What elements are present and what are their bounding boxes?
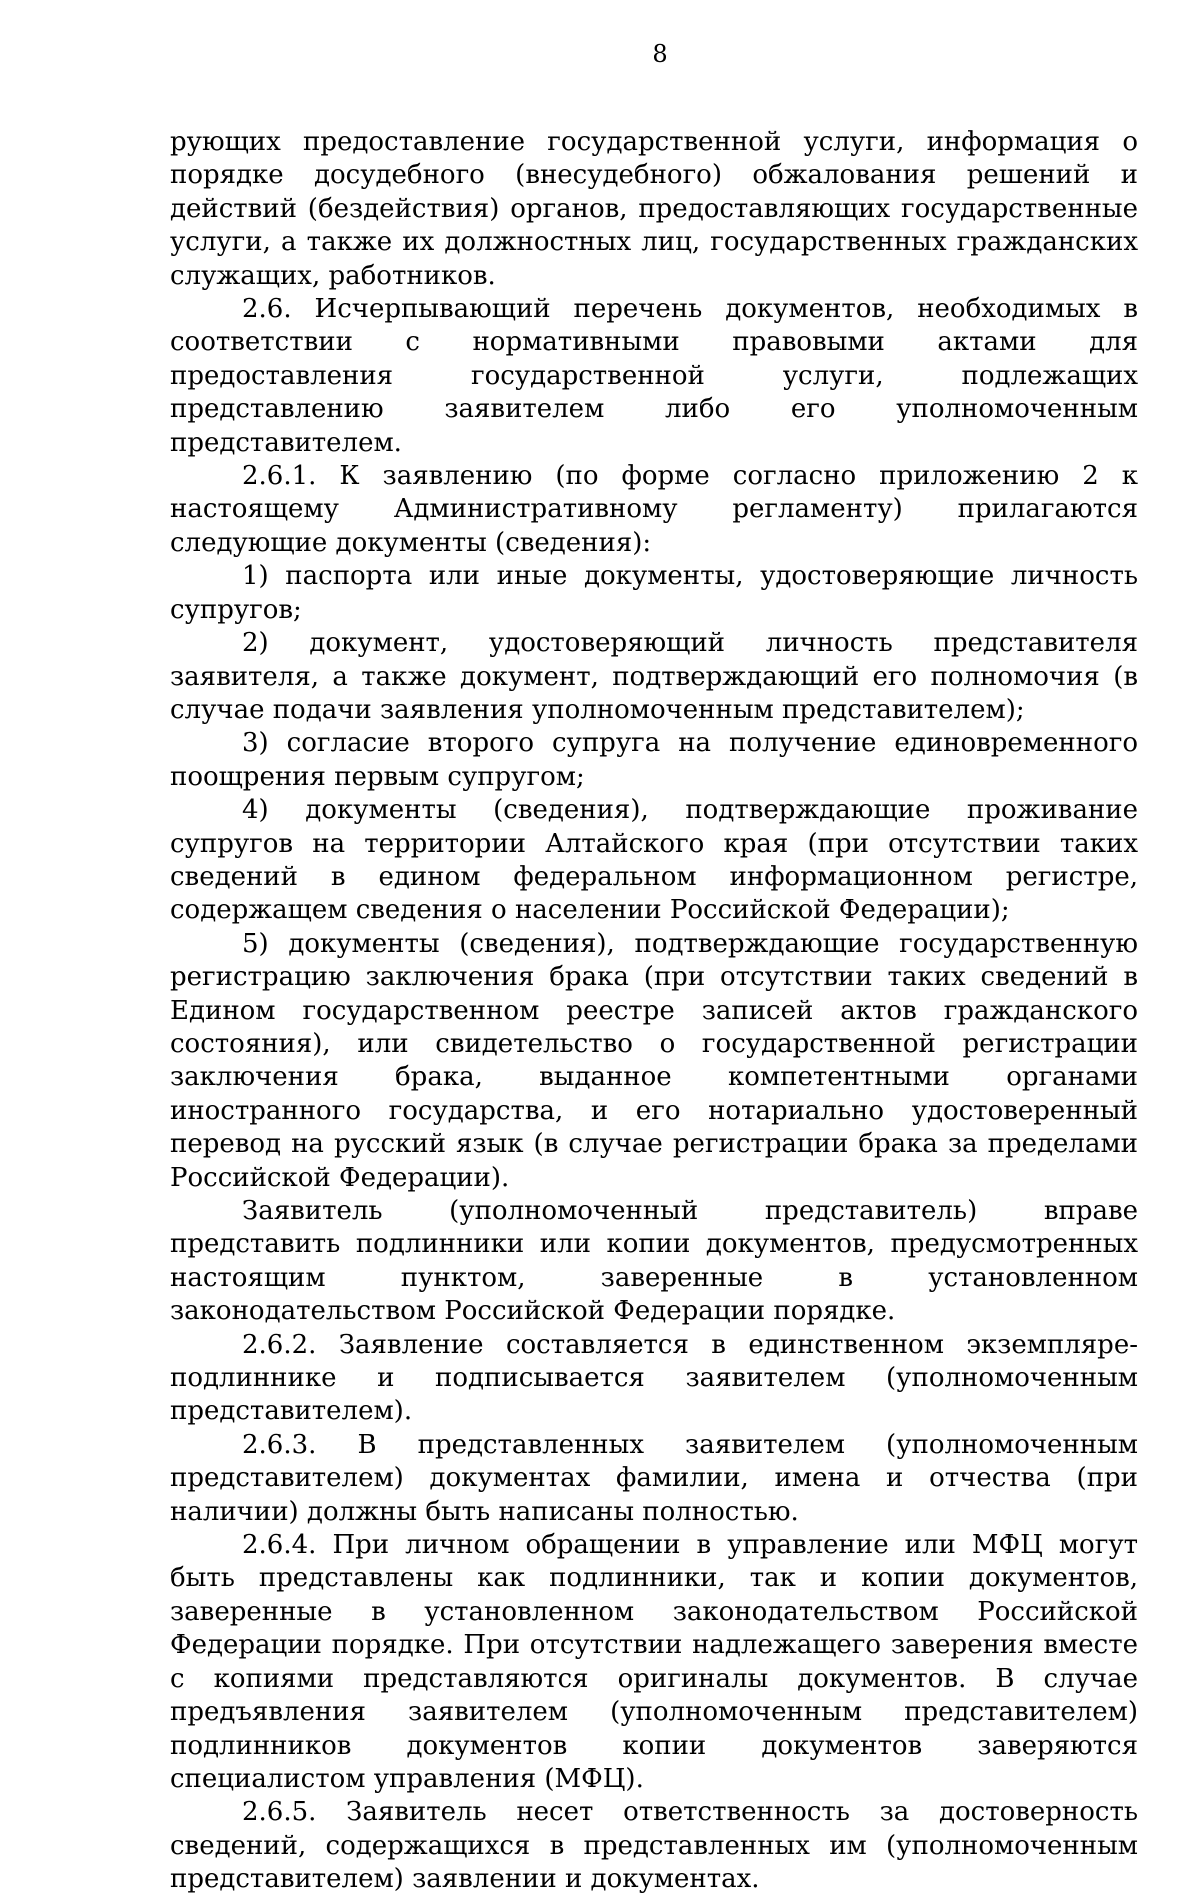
list-item-4: 4) документы (сведения), подтверждающие проживание супругов на территории Алтайского края (при отсутствии таких сведений в едином федеральном информационном регистре, содержащем сведения о населении Российской Федерации); bbox=[170, 795, 1138, 926]
list-item-2: 2) документ, удостоверяющий личность представителя заявителя, а также документ, подтверждающий его полномочия (в случае подачи заявления уполномоченным представителем); bbox=[170, 628, 1138, 725]
list-item-1: 1) паспорта или иные документы, удостоверяющие личность супругов; bbox=[170, 561, 1138, 625]
paragraph-2-6: 2.6. Исчерпывающий перечень документов, необходимых в соответствии с нормативными правовыми актами для предоставления государственной услуги, подлежащих представлению заявителем либо его уполномоченным представителем. bbox=[170, 294, 1138, 458]
paragraph-continuation: рующих предоставление государственной услуги, информация о порядке досудебного (внесудебного) обжалования решений и действий (бездействия) органов, предоставляющих государственные услуги, а также их должностных лиц, государственных гражданских служащих, работников. bbox=[170, 127, 1138, 291]
list-item-3: 3) согласие второго супруга на получение единовременного поощрения первым супругом; bbox=[170, 728, 1138, 792]
paragraph-2-6-1: 2.6.1. К заявлению (по форме согласно приложению 2 к настоящему Административному регламенту) прилагаются следующие документы (сведения): bbox=[170, 461, 1138, 558]
document-page bbox=[170, 40, 1138, 1897]
paragraph-applicant-rights: Заявитель (уполномоченный представитель) вправе представить подлинники или копии документов, предусмотренных настоящим пунктом, заверенные в установленном законодательством Российской Федерации порядке. bbox=[170, 1196, 1138, 1327]
page-number: 8 bbox=[652, 40, 668, 68]
paragraph-2-6-2: 2.6.2. Заявление составляется в единственном экземпляре-подлиннике и подписывается заявителем (уполномоченным представителем). bbox=[170, 1329, 1138, 1427]
paragraph-2-6-4: 2.6.4. При личном обращении в управление или МФЦ могут быть представлены как подлинники, так и копии документов, заверенные в установленном законодательством Российской Федерации порядке. При отсутствии надлежащего заверения вместе с копиями представляются оригиналы документов. В случае предъявления заявителем (уполномоченным представителем) подлинников документов копии документов заверяются специалистом управления (МФЦ). bbox=[170, 1530, 1138, 1794]
list-item-5: 5) документы (сведения), подтверждающие государственную регистрацию заключения брака (при отсутствии таких сведений в Едином государственном реестре записей актов гражданского состояния), или свидетельство о государственной регистрации заключения брака, выданное компетентными органами иностранного государства, и его нотариально удостоверенный перевод на русский язык (в случае регистрации брака за пределами Российской Федерации). bbox=[170, 928, 1138, 1193]
paragraph-2-6-5: 2.6.5. Заявитель несет ответственность за достоверность сведений, содержащихся в представленных им (уполномоченным представителем) заявлении и документах. bbox=[170, 1797, 1138, 1895]
paragraph-2-6-3: 2.6.3. В представленных заявителем (уполномоченным представителем) документах фамилии, имена и отчества (при наличии) должны быть написаны полностью. bbox=[170, 1429, 1138, 1527]
